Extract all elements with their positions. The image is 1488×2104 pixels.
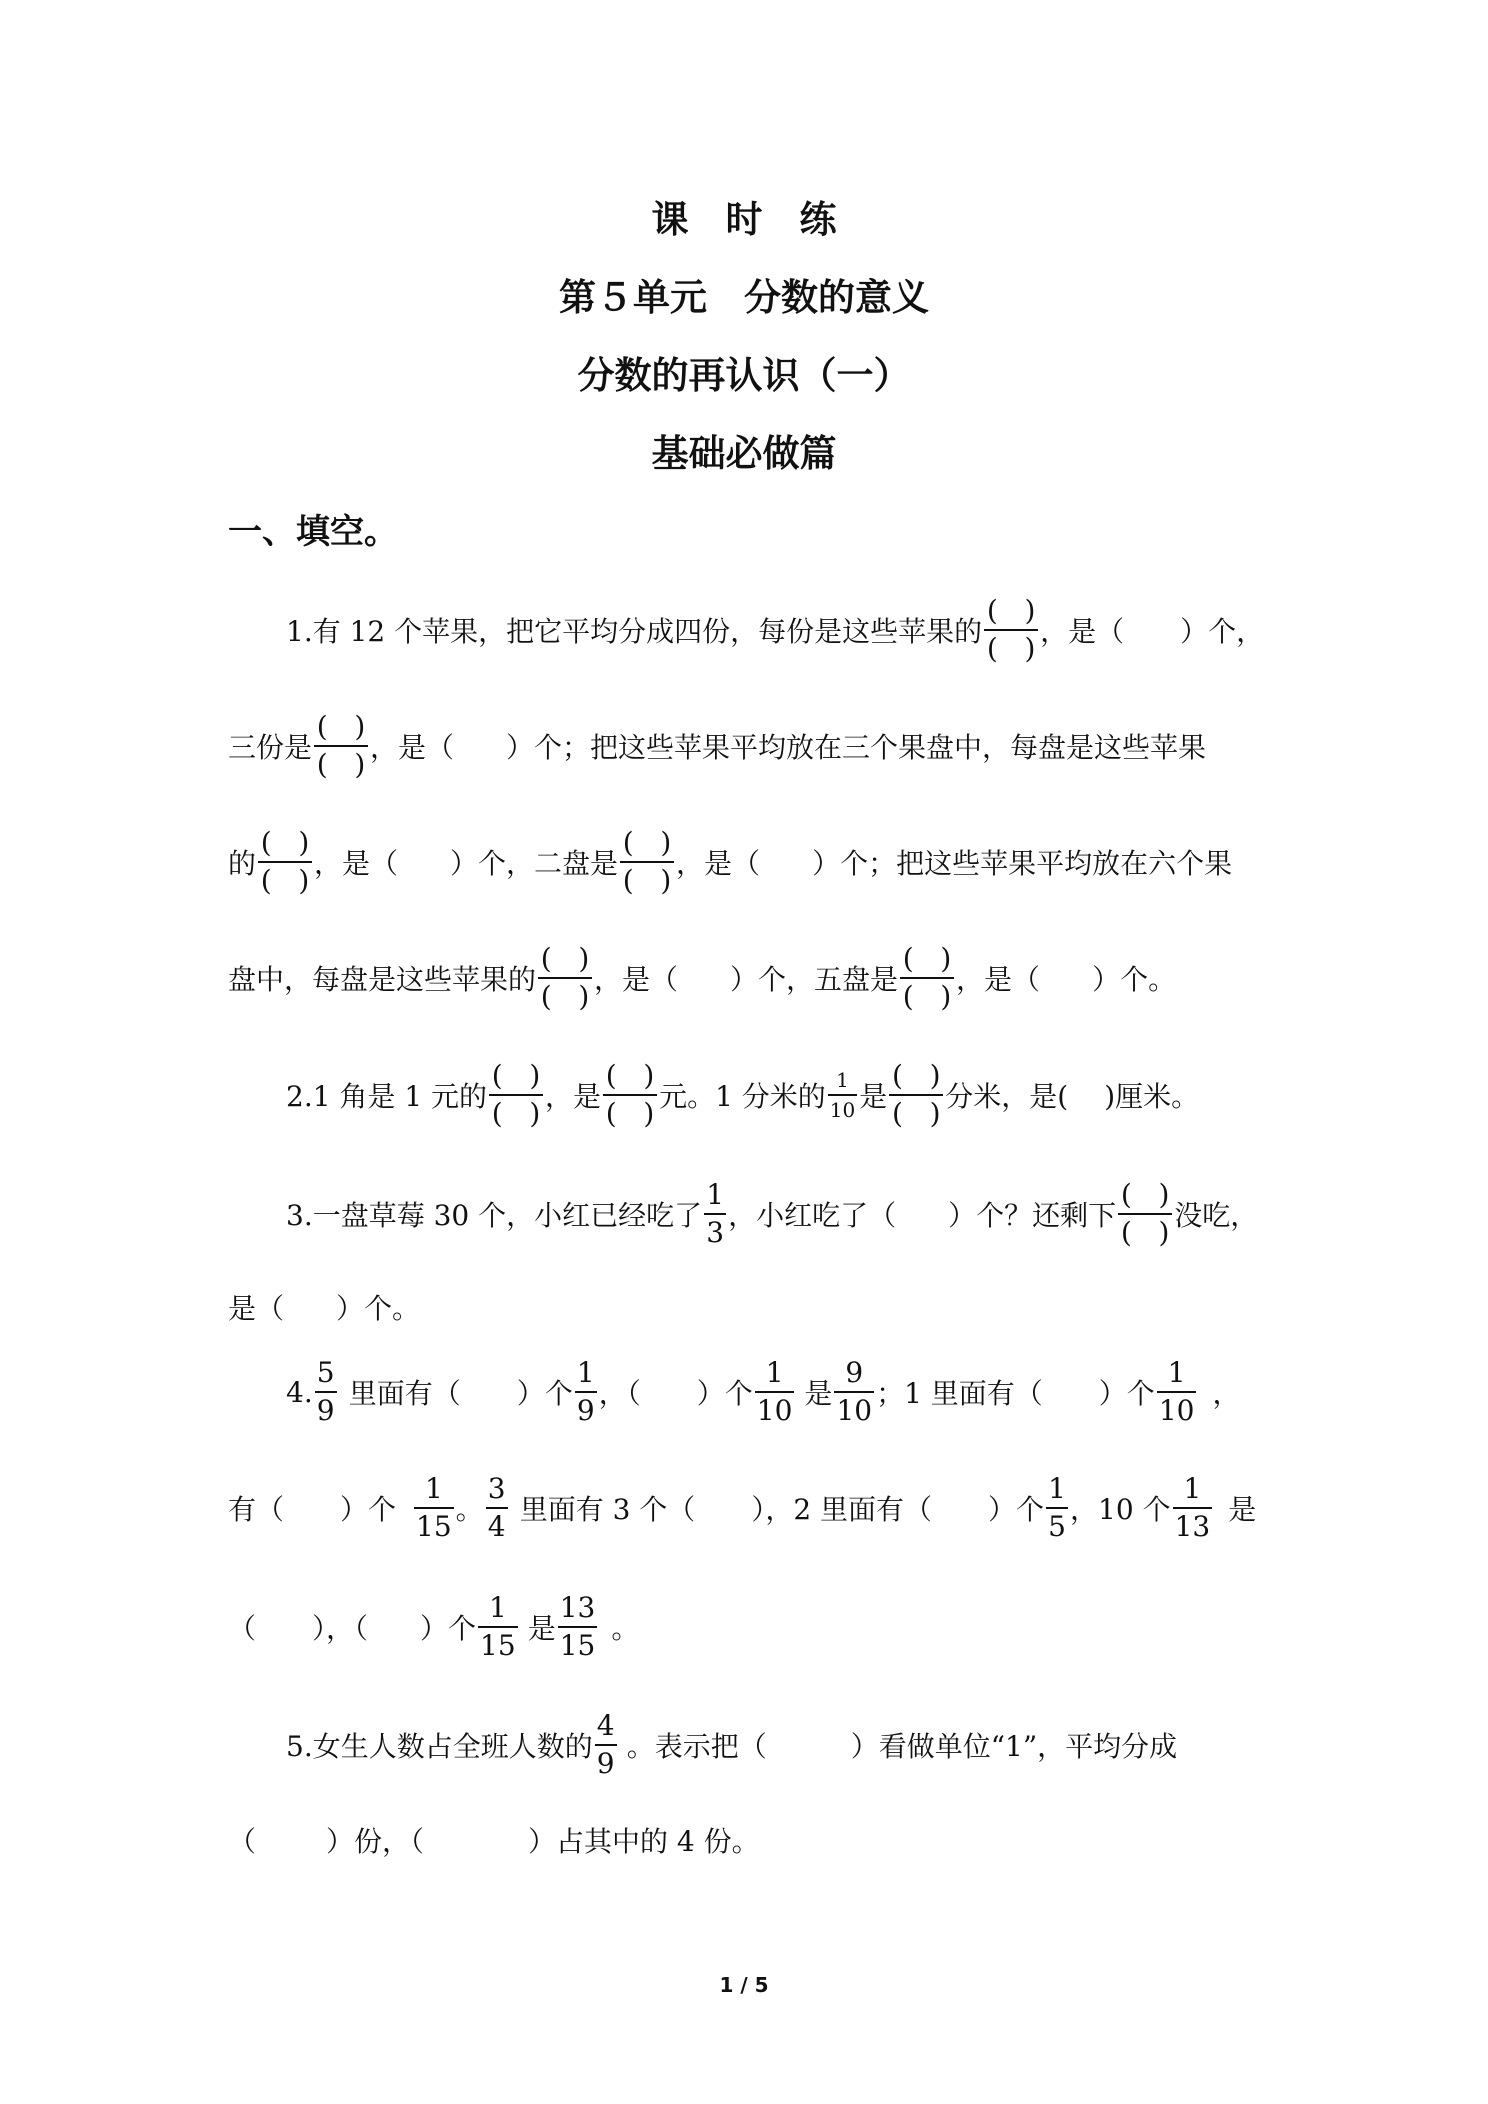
- denominator: 10: [756, 1394, 793, 1427]
- fraction: [834, 1355, 874, 1429]
- text: ，是: [545, 1080, 602, 1113]
- numerator-blank: ( ): [491, 1059, 541, 1092]
- text: ）个；把这些苹果平均放在六个果: [812, 847, 1233, 880]
- text: ，10 个: [1070, 1493, 1171, 1526]
- q4-line-2: [228, 1463, 1268, 1553]
- text: ，是（: [594, 963, 679, 996]
- denominator: 4: [487, 1510, 506, 1543]
- numerator: 1: [488, 1591, 507, 1624]
- fraction: [478, 1590, 518, 1664]
- text: 5.女生人数占全班人数的: [286, 1730, 593, 1763]
- denominator: 10: [1158, 1394, 1195, 1427]
- numerator: 1: [836, 1068, 849, 1092]
- text: 盘中，每盘是这些苹果的: [228, 963, 537, 996]
- text: 里面有（: [348, 1377, 461, 1410]
- text: （: [228, 1612, 257, 1645]
- q3-line-2: [228, 1262, 1268, 1352]
- unit-title: 第５单元 分数的意义: [559, 276, 929, 319]
- text: )厘米。: [1104, 1080, 1200, 1113]
- denominator-blank: ( ): [902, 980, 952, 1013]
- fraction-blank[interactable]: [984, 593, 1038, 667]
- text: 分米，是(: [945, 1080, 1069, 1113]
- text: ），（: [312, 1612, 369, 1645]
- numerator: 9: [845, 1356, 864, 1389]
- text: ）个。: [1092, 963, 1177, 996]
- fraction-blank[interactable]: [900, 941, 954, 1015]
- text: ），2 里面有（: [751, 1493, 933, 1526]
- text: ）个: [696, 1377, 753, 1410]
- text: 是: [859, 1080, 888, 1113]
- text: 是: [804, 1377, 833, 1410]
- q5-line-1: [286, 1700, 1268, 1790]
- fraction: [575, 1355, 597, 1429]
- text: ，小红吃了（: [728, 1199, 897, 1232]
- numerator: 1: [765, 1356, 784, 1389]
- q5-line-2: [228, 1795, 1268, 1885]
- text: 2.1 角是 1 元的: [286, 1080, 488, 1113]
- text: ）个，二盘是: [450, 847, 619, 880]
- denominator-blank: ( ): [891, 1097, 941, 1130]
- numerator: 5: [316, 1356, 335, 1389]
- text: ）个。: [336, 1292, 421, 1325]
- text: ）个: [516, 1377, 573, 1410]
- fraction-blank[interactable]: [258, 825, 312, 899]
- denominator-blank: ( ): [316, 748, 366, 781]
- lesson-title: 分数的再认识（一）: [577, 354, 911, 397]
- q4-line-1: [286, 1347, 1268, 1437]
- text: ）个？还剩下: [948, 1199, 1117, 1232]
- text: ）个: [420, 1612, 477, 1645]
- text: ；1 里面有（: [876, 1377, 1043, 1410]
- text: 有（: [228, 1493, 285, 1526]
- fraction-blank[interactable]: [538, 941, 592, 1015]
- denominator: 10: [829, 1098, 856, 1122]
- page-number: 1 / 5: [719, 1973, 769, 1997]
- q1-line-1: [286, 585, 1268, 675]
- denominator: 9: [316, 1394, 335, 1427]
- text: ，是（: [956, 963, 1041, 996]
- numerator-blank: ( ): [622, 826, 672, 859]
- text: 三份是: [228, 731, 313, 764]
- q1-line-4: [228, 933, 1268, 1023]
- fraction-blank[interactable]: [314, 709, 368, 783]
- numerator: 1: [1183, 1472, 1202, 1505]
- q1-line-2: [228, 701, 1268, 791]
- denominator-blank: ( ): [986, 632, 1036, 665]
- numerator-blank: ( ): [891, 1059, 941, 1092]
- text: 是: [1228, 1493, 1257, 1526]
- denominator: 15: [480, 1629, 516, 1662]
- text: ，: [1212, 1377, 1241, 1410]
- fraction: [1173, 1471, 1213, 1545]
- denominator-blank: ( ): [491, 1097, 541, 1130]
- text: 是（: [228, 1292, 285, 1325]
- fraction: [595, 1708, 617, 1782]
- text: ）个；把这些苹果平均放在三个果盘中，每盘是这些苹果: [506, 731, 1207, 764]
- text: ，是（: [370, 731, 455, 764]
- text: 的: [228, 847, 257, 880]
- numerator-blank: ( ): [260, 826, 310, 859]
- q1-line-3: [228, 817, 1268, 907]
- denominator-blank: ( ): [605, 1097, 655, 1130]
- denominator: 10: [836, 1394, 873, 1427]
- text: 。: [455, 1493, 484, 1526]
- numerator-blank: ( ): [316, 710, 366, 743]
- fraction: [486, 1471, 508, 1545]
- text: ）个，五盘是: [730, 963, 899, 996]
- text: ，是（: [314, 847, 399, 880]
- fraction: [1046, 1471, 1068, 1545]
- numerator: 1: [1048, 1472, 1066, 1505]
- fraction: [704, 1177, 726, 1251]
- numerator: 1: [576, 1356, 595, 1389]
- text: ）个: [340, 1493, 397, 1526]
- denominator: 9: [576, 1394, 595, 1427]
- numerator-blank: ( ): [540, 942, 590, 975]
- text: 3.一盘草莓 30 个，小红已经吃了: [286, 1199, 703, 1232]
- text: 1.有 12 个苹果，把它平均分成四份，每份是这些苹果的: [286, 615, 983, 648]
- q2-line: [286, 1050, 1268, 1140]
- denominator: 3: [706, 1216, 725, 1249]
- denominator: 13: [1174, 1510, 1211, 1543]
- fraction-blank[interactable]: [603, 1058, 657, 1132]
- numerator: 4: [596, 1709, 615, 1742]
- text: ，（: [598, 1377, 641, 1410]
- denominator-blank: ( ): [260, 864, 310, 897]
- numerator-blank: ( ): [986, 594, 1036, 627]
- text: ，是（: [1040, 615, 1125, 648]
- fraction: [755, 1355, 795, 1429]
- text: 4.: [286, 1375, 313, 1409]
- level-title: 基础必做篇: [651, 432, 837, 475]
- numerator: 3: [487, 1472, 506, 1505]
- denominator: 15: [416, 1510, 452, 1543]
- text: （: [228, 1825, 257, 1858]
- numerator: 1: [706, 1178, 725, 1211]
- text: 里面有 3 个（: [519, 1493, 696, 1526]
- text: 。表示把（: [626, 1730, 767, 1763]
- text: ）看做单位“1”，平均分成: [850, 1730, 1178, 1763]
- fraction-blank[interactable]: [889, 1058, 943, 1132]
- fraction: [315, 1355, 337, 1429]
- fraction: [1157, 1355, 1197, 1429]
- denominator: 9: [596, 1747, 615, 1780]
- q4-line-3: [228, 1582, 1268, 1672]
- denominator-blank: ( ): [622, 864, 672, 897]
- text: ）个: [1098, 1377, 1155, 1410]
- text: ，是（: [676, 847, 761, 880]
- fraction: [828, 1066, 857, 1124]
- denominator: 15: [559, 1629, 596, 1662]
- fraction-blank[interactable]: [1118, 1177, 1172, 1251]
- fraction: [414, 1471, 454, 1545]
- denominator: 5: [1048, 1510, 1066, 1543]
- numerator: 1: [424, 1472, 443, 1505]
- denominator-blank: ( ): [1120, 1216, 1170, 1249]
- fraction: [558, 1590, 598, 1664]
- page-title: 课 时 练: [651, 198, 837, 241]
- fraction-blank[interactable]: [489, 1058, 543, 1132]
- numerator: 13: [559, 1591, 596, 1624]
- text: 没吃，: [1174, 1199, 1259, 1232]
- numerator: 1: [1167, 1356, 1186, 1389]
- numerator-blank: ( ): [902, 942, 952, 975]
- denominator-blank: ( ): [540, 980, 590, 1013]
- fraction-blank[interactable]: [620, 825, 674, 899]
- text: ）份，（: [326, 1825, 425, 1858]
- section-heading: 一、填空。: [228, 512, 398, 552]
- text: ）占其中的 4 份。: [528, 1825, 760, 1858]
- numerator-blank: ( ): [1120, 1178, 1170, 1211]
- text: ）个: [988, 1493, 1045, 1526]
- q3-line-1: [286, 1169, 1268, 1259]
- text: ）个，: [1180, 615, 1265, 648]
- numerator-blank: ( ): [605, 1059, 655, 1092]
- text: 。: [611, 1612, 640, 1645]
- text: 元。1 分米的: [659, 1080, 826, 1113]
- text: 是: [527, 1612, 556, 1645]
